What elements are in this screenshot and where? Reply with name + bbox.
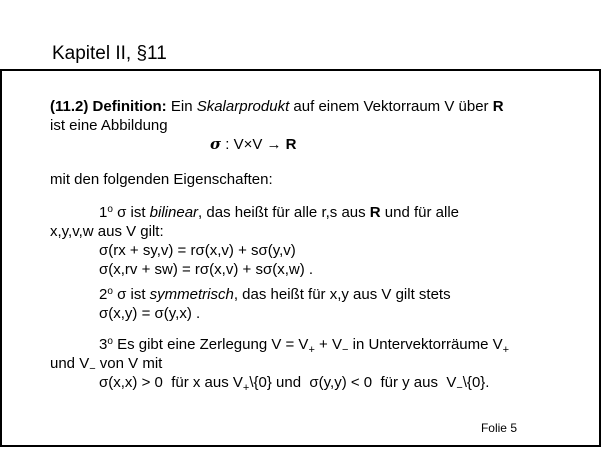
property-3-number: 3 — [99, 336, 108, 353]
property-1-equation-1: σ(rx + sy,v) = rσ(x,v) + sσ(y,v) — [99, 242, 296, 259]
content-box — [0, 69, 601, 447]
property-3-seg2: + V — [314, 336, 342, 353]
definition-seg2: auf einem Vektorraum V über — [289, 98, 493, 115]
sigma-symbol: σ — [210, 135, 222, 153]
property-1-line-1 — [50, 203, 571, 222]
property-3-equation-1 — [50, 373, 571, 392]
property-3-eq-seg1: σ(x,x) > 0 für x aus V — [99, 374, 243, 391]
property-1-equation-2: σ(x,rv + sw) = rσ(x,v) + sσ(x,w) . — [99, 261, 314, 278]
slide-number: Folie 5 — [480, 421, 517, 435]
definition-seg1: Ein — [166, 98, 197, 115]
property-3-sub-plus-1: + — [308, 344, 315, 356]
property-3-sub-plus-2: + — [502, 344, 510, 356]
formula-bold-r: R — [285, 136, 297, 153]
property-1-number: 1 — [99, 204, 108, 221]
property-2-seg1: σ ist — [112, 286, 150, 303]
property-1-seg2: , das heißt für alle r,s aus — [198, 204, 370, 221]
property-3-ordinal: o — [107, 336, 113, 347]
property-3-seg3: in Untervektorräume V — [348, 336, 503, 353]
property-1-ordinal: o — [107, 204, 113, 215]
property-1-bold-r: R — [369, 204, 381, 221]
property-3-cont1: und V — [50, 355, 90, 372]
property-3-line-2 — [50, 354, 571, 373]
slide-title: Kapitel II, §11 — [52, 43, 167, 64]
formula-body: : V×V → — [221, 136, 286, 153]
property-1-seg1: σ ist — [112, 204, 150, 221]
property-3-seg1: Es gibt eine Zerlegung V = V — [112, 336, 309, 353]
property-1-term: bilinear — [149, 204, 199, 221]
property-3-eq-sub-plus: + — [242, 382, 250, 394]
property-3-eq-seg3: \{0}. — [462, 374, 490, 391]
slide-body — [2, 71, 599, 392]
property-2-line-1 — [50, 285, 571, 304]
property-3-cont2: von V mit — [95, 355, 163, 372]
property-1-line-2: x,y,v,w aus V gilt: — [50, 223, 164, 240]
property-2-seg2: , das heißt für x,y aus V gilt stets — [233, 286, 451, 303]
property-2-term: symmetrisch — [149, 286, 234, 303]
property-1-seg3: und für alle — [380, 204, 460, 221]
property-3-eq-sub-minus: − — [456, 382, 463, 394]
properties-intro: mit den folgenden Eigenschaften: — [50, 171, 273, 188]
definition-line-2: ist eine Abbildung — [50, 117, 168, 134]
property-3-sub-minus-1: − — [342, 344, 349, 356]
definition-term: Skalarprodukt — [196, 98, 290, 115]
property-2-number: 2 — [99, 286, 108, 303]
property-2-ordinal: o — [107, 286, 113, 297]
definition-line-1 — [50, 97, 571, 116]
property-3-line-1 — [50, 335, 571, 354]
property-3-eq-seg2: \{0} und σ(y,y) < 0 für y aus V — [249, 374, 457, 391]
property-2-equation-1: σ(x,y) = σ(y,x) . — [99, 305, 201, 322]
definition-label: (11.2) Definition: — [50, 98, 167, 115]
formula-line — [50, 135, 571, 154]
property-3-cont-sub-minus: − — [89, 363, 96, 375]
definition-bold-r: R — [492, 98, 504, 115]
